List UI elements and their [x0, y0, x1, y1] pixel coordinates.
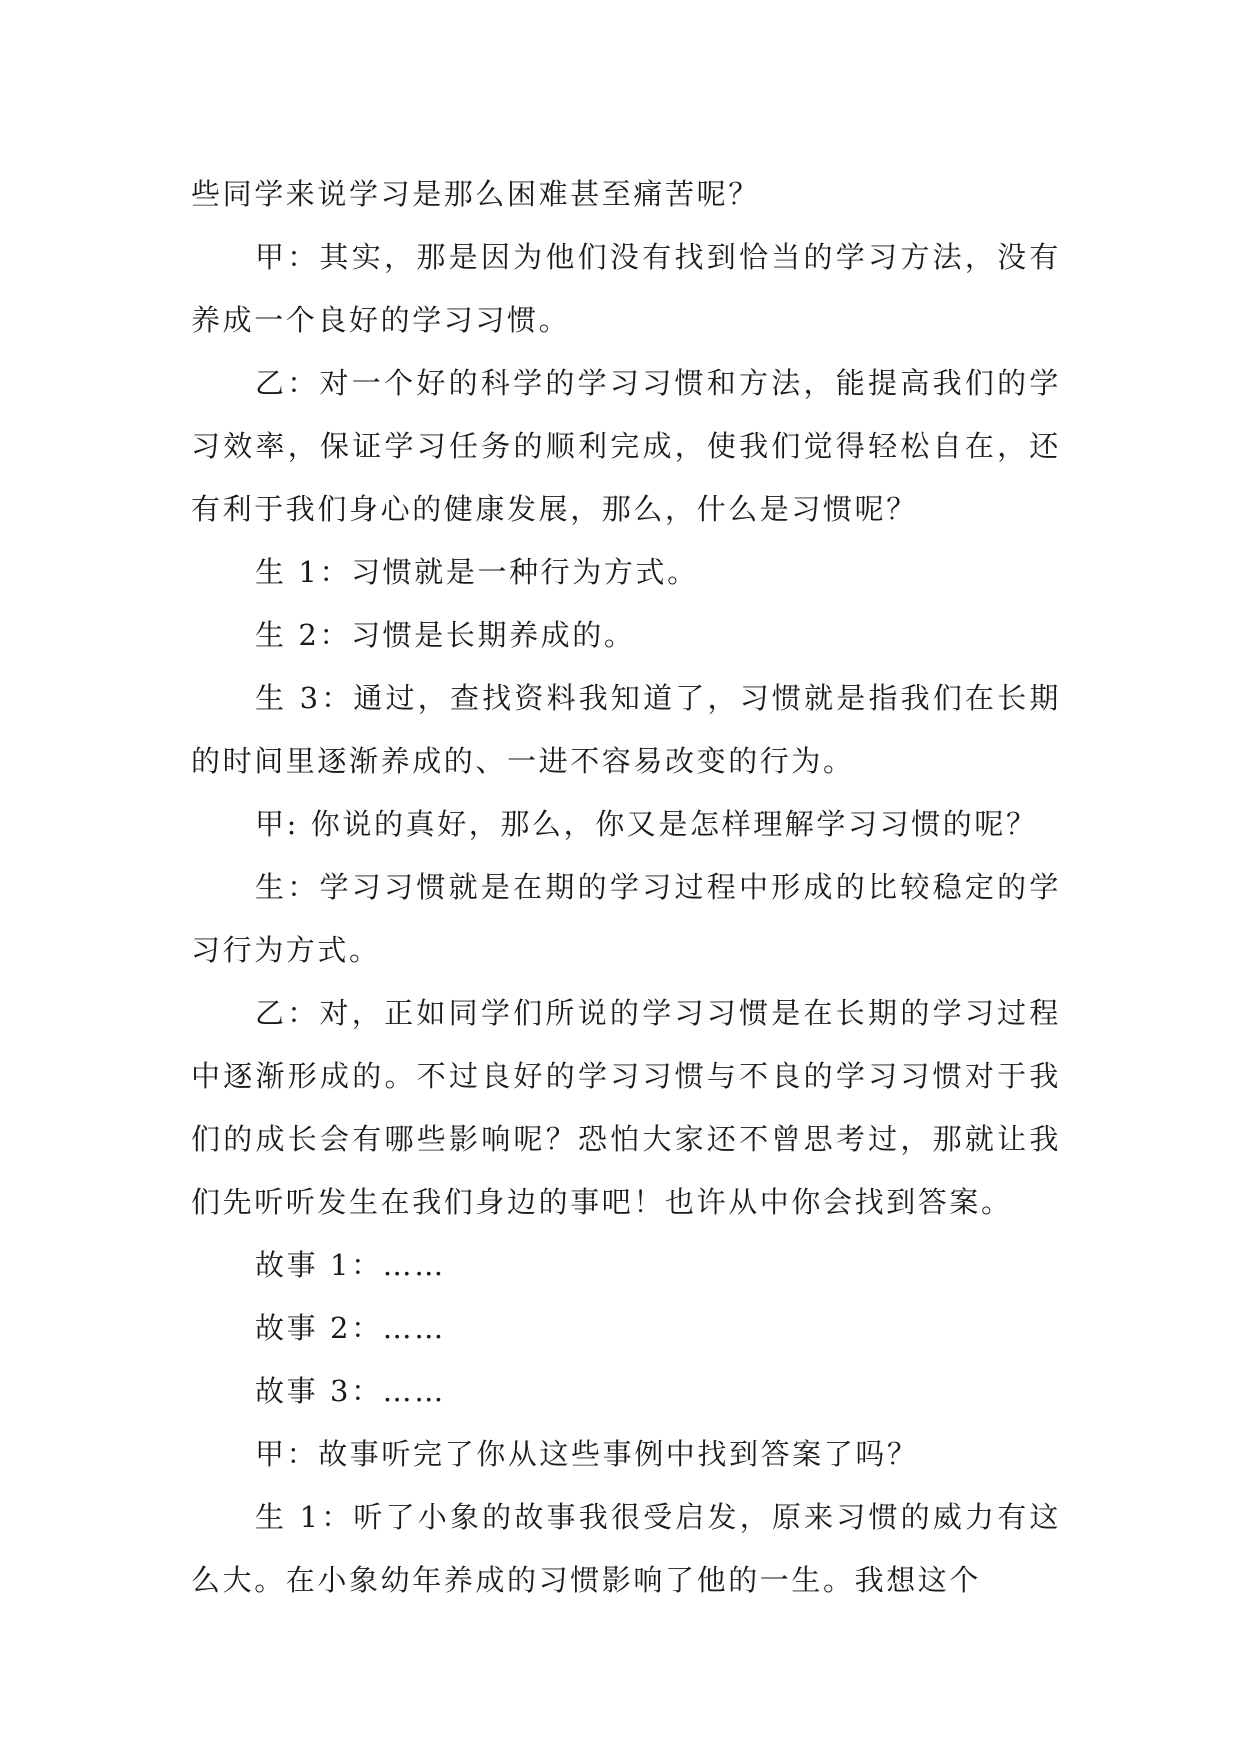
- paragraph-story-3: 故事 3：……: [255, 1374, 446, 1408]
- paragraph-story-2: 故事 2：……: [255, 1311, 446, 1345]
- document-body: [191, 163, 1061, 1612]
- paragraph-yi-2: 乙：对，正如同学们所说的学习习惯是在长期的学习过程中逐渐形成的。不过良好的学习习惯与不良的学习习惯对于我们的成长会有哪些影响呢？恐怕大家还不曾思考过，那就让我们先听听发生在我们身边的事吧！也许从中你会找到答案。: [191, 996, 1061, 1219]
- paragraph-student-3: 生 3：通过，查找资料我知道了，习惯就是指我们在长期的时间里逐渐养成的、一进不容易改变的行为。: [191, 681, 1061, 778]
- paragraph-yi-1: 乙：对一个好的科学的学习习惯和方法，能提高我们的学习效率，保证学习任务的顺利完成，使我们觉得轻松自在，还有利于我们身心的健康发展，那么，什么是习惯呢？: [191, 366, 1061, 526]
- paragraph-jia-1: 甲：其实，那是因为他们没有找到恰当的学习方法，没有养成一个良好的学习习惯。: [191, 240, 1061, 337]
- paragraph-story-1: 故事 1：……: [255, 1248, 446, 1282]
- paragraph-student-1: 生 1：习惯就是一种行为方式。: [255, 555, 699, 589]
- paragraph-jia-2: 甲: 你说的真好，那么，你又是怎样理解学习习惯的呢？: [255, 807, 1038, 841]
- paragraph-student-2: 生 2：习惯是长期养成的。: [255, 618, 636, 652]
- paragraph-student-answer: 生：学习习惯就是在期的学习过程中形成的比较稳定的学习行为方式。: [191, 870, 1061, 967]
- paragraph-continuation: 些同学来说学习是那么困难甚至痛苦呢？: [191, 177, 760, 211]
- paragraph-jia-3: 甲：故事听完了你从这些事例中找到答案了吗？: [255, 1437, 919, 1471]
- paragraph-student-1-reflection: 生 1：听了小象的故事我很受启发，原来习惯的威力有这么大。在小象幼年养成的习惯影响了他的一生。我想这个: [191, 1500, 1061, 1597]
